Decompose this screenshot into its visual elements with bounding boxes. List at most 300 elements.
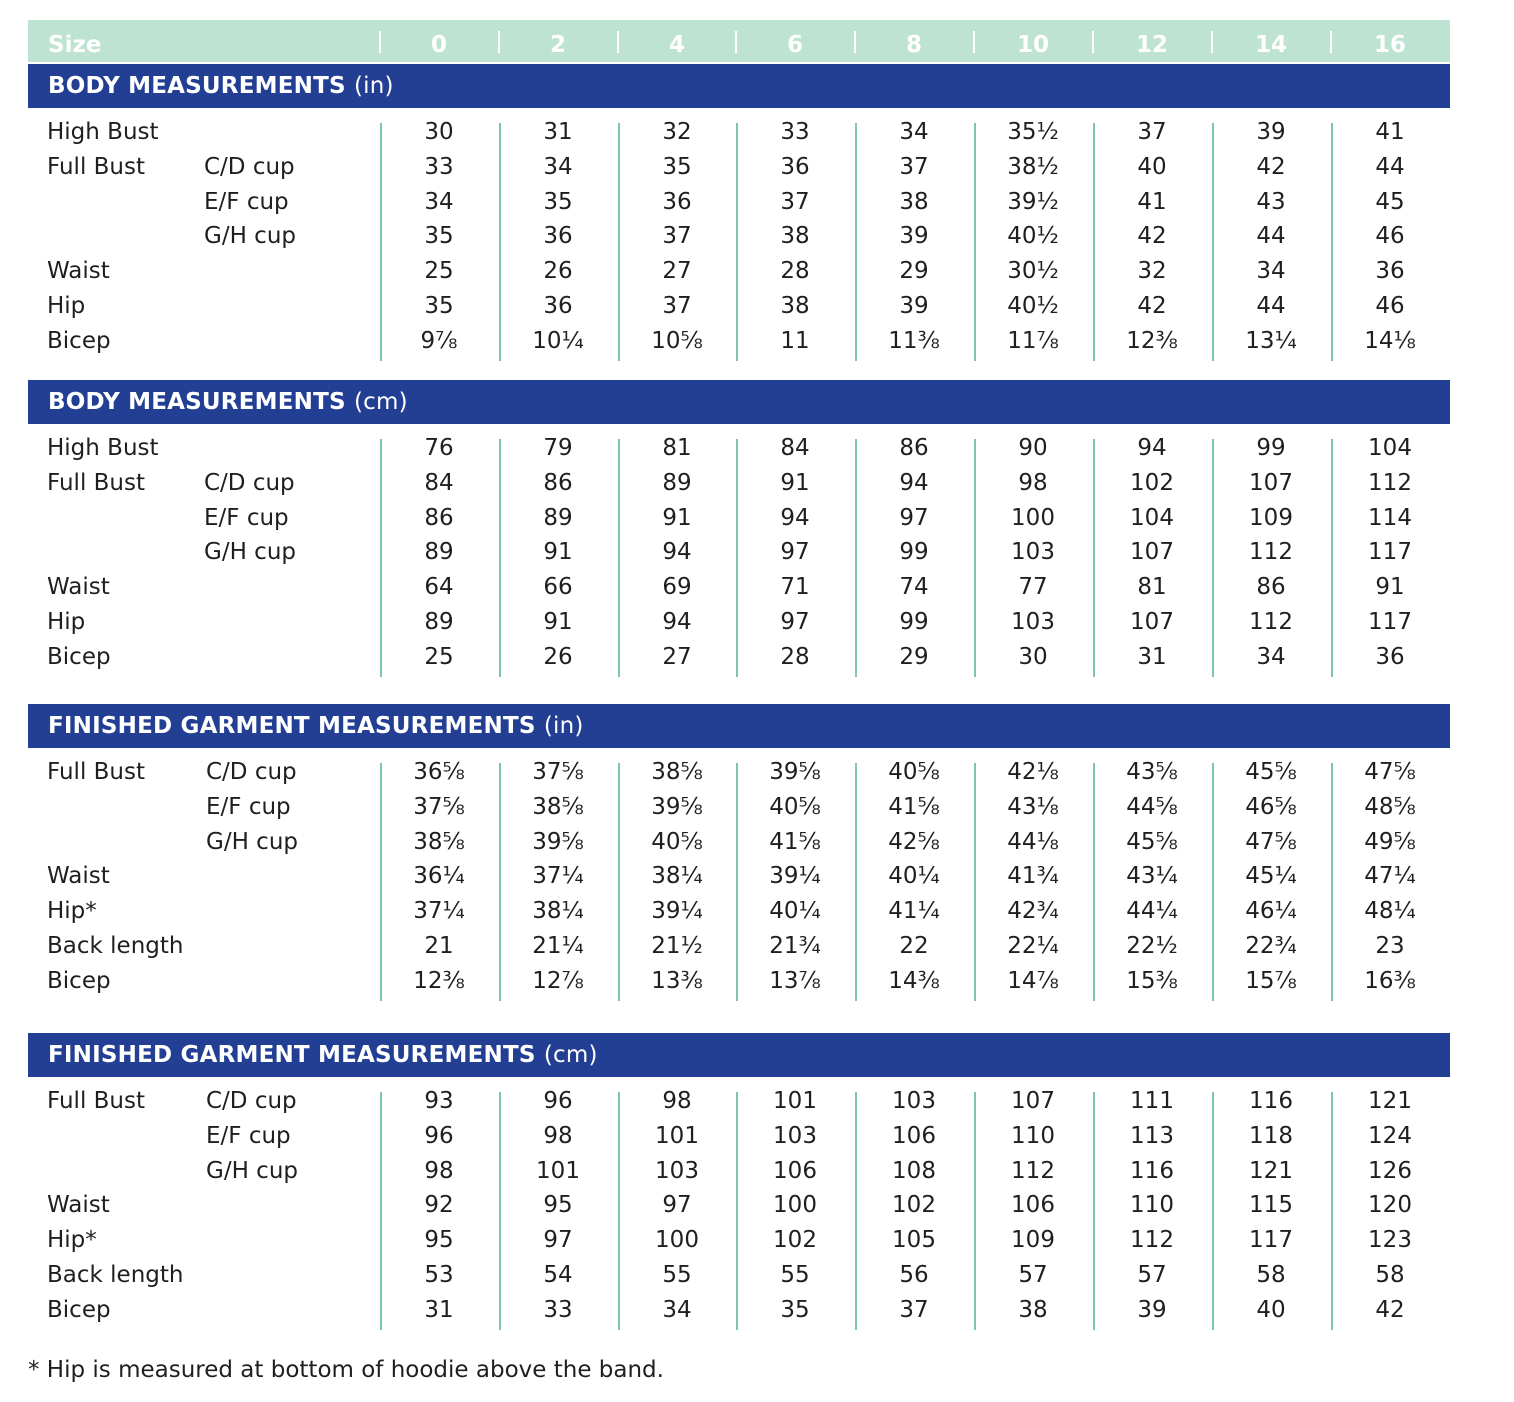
table-cell: 34 (1256, 643, 1286, 670)
size-header-14: 14 (1254, 32, 1287, 58)
table-cell: 44 (1256, 293, 1286, 319)
row-label: Bicep (47, 643, 111, 670)
row-label: Waist (47, 574, 110, 601)
table-cell: 100 (1011, 504, 1055, 531)
table-cell: 34 (543, 153, 573, 180)
row-label: Waist (47, 258, 110, 285)
table-cell: 84 (780, 435, 810, 461)
table-cell: 22¼ (1007, 933, 1059, 959)
table-cell: 34 (662, 1296, 692, 1323)
table-cell: 107 (1011, 1088, 1055, 1114)
section-unit: (cm) (543, 1042, 598, 1068)
table-cell: 37 (899, 153, 929, 180)
table-cell: 31 (543, 119, 573, 145)
table-cell: 35 (780, 1296, 810, 1323)
table-cell: 42 (1375, 1296, 1405, 1323)
table-cell: 28 (780, 643, 810, 670)
table-cell: 38 (899, 188, 929, 215)
section-title-text: FINISHED GARMENT MEASUREMENTS (48, 1042, 536, 1068)
table-cell: 37 (780, 188, 810, 215)
table-cell: 29 (899, 258, 929, 285)
table-cell: 98 (1018, 469, 1048, 496)
table-cell: 39 (1137, 1296, 1167, 1323)
table-cell: 97 (543, 1227, 573, 1254)
table-cell: 49⅝ (1364, 828, 1416, 855)
table-cell: 93 (424, 1088, 454, 1114)
table-cell: 30 (1018, 643, 1048, 670)
table-cell: 104 (1130, 504, 1174, 531)
table-cell: 45¼ (1245, 863, 1297, 890)
table-cell: 97 (662, 1192, 692, 1219)
table-cell: 43¼ (1126, 863, 1178, 890)
table-cell: 91 (543, 539, 573, 566)
table-cell: 58 (1375, 1262, 1405, 1288)
table-cell: 116 (1249, 1088, 1293, 1114)
table-cell: 41 (1375, 119, 1405, 145)
table-cell: 98 (662, 1088, 692, 1114)
table-cell: 36 (662, 188, 692, 215)
table-cell: 35 (424, 293, 454, 319)
size-header-0: 0 (430, 32, 447, 58)
table-cell: 112 (1130, 1227, 1174, 1254)
table-cell: 42⅛ (1007, 759, 1059, 785)
table-cell: 101 (655, 1122, 699, 1149)
table-cell: 11⅞ (1007, 327, 1059, 354)
table-cell: 55 (780, 1262, 810, 1288)
table-cell: 36 (1375, 643, 1405, 670)
table-cell: 98 (424, 1157, 454, 1184)
size-header-4: 4 (668, 32, 685, 58)
table-cell: 45 (1375, 188, 1405, 215)
section-title (48, 704, 584, 748)
table-cell: 34 (424, 188, 454, 215)
table-cell: 91 (543, 609, 573, 635)
table-cell: 98 (543, 1122, 573, 1149)
table-cell: 38 (780, 293, 810, 319)
table-cell: 32 (1137, 258, 1167, 285)
table-cell: 39⅝ (651, 793, 703, 820)
table-cell: 109 (1011, 1227, 1055, 1254)
table-cell: 107 (1130, 539, 1174, 566)
table-cell: 39 (899, 223, 929, 250)
table-cell: 105 (892, 1227, 936, 1254)
table-cell: 37⅝ (413, 793, 465, 820)
table-cell: 30 (424, 119, 454, 145)
table-cell: 41⅝ (888, 793, 940, 820)
table-cell: 36 (1375, 258, 1405, 285)
size-header-bar (28, 20, 1450, 62)
row-label: Bicep (47, 1296, 111, 1323)
table-cell: 37 (662, 223, 692, 250)
table-cell: 69 (662, 574, 692, 601)
table-cell: 95 (424, 1227, 454, 1254)
table-cell: 38⅝ (413, 828, 465, 855)
section-title (48, 64, 394, 108)
section-band (28, 1033, 1450, 1077)
table-cell: 22 (899, 933, 929, 959)
table-cell: 101 (773, 1088, 817, 1114)
table-cell: 41⅝ (769, 828, 821, 855)
table-cell: 100 (655, 1227, 699, 1254)
table-cell: 46⅝ (1245, 793, 1297, 820)
table-cell: 115 (1249, 1192, 1293, 1219)
table-cell: 118 (1249, 1122, 1293, 1149)
table-cell: 103 (773, 1122, 817, 1149)
size-header-12: 12 (1135, 32, 1168, 58)
table-cell: 89 (543, 504, 573, 531)
table-cell: 33 (424, 153, 454, 180)
table-cell: 45⅝ (1245, 759, 1297, 785)
row-label: Full Bust (47, 469, 145, 496)
table-cell: 112 (1011, 1157, 1055, 1184)
table-cell: 26 (543, 643, 573, 670)
table-cell: 38½ (1007, 153, 1059, 180)
table-cell: 58 (1256, 1262, 1286, 1288)
table-cell: 48¼ (1364, 898, 1416, 925)
table-cell: 39¼ (651, 898, 703, 925)
table-cell: 94 (662, 609, 692, 635)
row-sublabel: C/D cup (204, 153, 295, 180)
table-cell: 39⅝ (532, 828, 584, 855)
table-cell: 38⅝ (532, 793, 584, 820)
table-cell: 33 (780, 119, 810, 145)
table-cell: 42 (1137, 293, 1167, 319)
table-cell: 36 (543, 293, 573, 319)
table-cell: 94 (899, 469, 929, 496)
row-label: Bicep (47, 967, 111, 994)
row-sublabel: G/H cup (204, 223, 296, 250)
row-sublabel: E/F cup (204, 188, 289, 215)
table-cell: 13¼ (1245, 327, 1297, 354)
table-cell: 47⅝ (1245, 828, 1297, 855)
table-cell: 112 (1249, 609, 1293, 635)
table-cell: 21 (424, 933, 454, 959)
row-sublabel: E/F cup (206, 1122, 291, 1149)
table-cell: 46¼ (1245, 898, 1297, 925)
table-cell: 43⅝ (1126, 759, 1178, 785)
table-cell: 103 (1011, 609, 1055, 635)
table-cell: 36 (780, 153, 810, 180)
table-cell: 39⅝ (769, 759, 821, 785)
table-cell: 71 (780, 574, 810, 601)
table-cell: 56 (899, 1262, 929, 1288)
table-cell: 12⅜ (413, 967, 465, 994)
table-cell: 21¼ (532, 933, 584, 959)
table-cell: 103 (655, 1157, 699, 1184)
table-cell: 124 (1368, 1122, 1412, 1149)
table-cell: 40½ (1007, 223, 1059, 250)
table-cell: 38 (1018, 1296, 1048, 1323)
table-cell: 86 (543, 469, 573, 496)
table-cell: 37⅝ (532, 759, 584, 785)
row-label: Bicep (47, 327, 111, 354)
table-cell: 30½ (1007, 258, 1059, 285)
table-cell: 44 (1375, 153, 1405, 180)
table-cell: 9⅞ (420, 327, 458, 354)
table-cell: 11 (780, 327, 810, 354)
table-cell: 11⅜ (888, 327, 940, 354)
table-cell: 35 (662, 153, 692, 180)
table-cell: 46 (1375, 223, 1405, 250)
table-cell: 99 (899, 539, 929, 566)
table-cell: 113 (1130, 1122, 1174, 1149)
table-cell: 53 (424, 1262, 454, 1288)
table-cell: 31 (1137, 643, 1167, 670)
table-cell: 37¼ (413, 898, 465, 925)
table-cell: 14⅛ (1364, 327, 1416, 354)
row-sublabel: G/H cup (204, 539, 296, 566)
table-cell: 81 (662, 435, 692, 461)
table-cell: 10¼ (532, 327, 584, 354)
row-sublabel: C/D cup (206, 1088, 297, 1114)
section-band (28, 704, 1450, 748)
table-cell: 15⅜ (1126, 967, 1178, 994)
table-cell: 22¾ (1245, 933, 1297, 959)
table-cell: 114 (1368, 504, 1412, 531)
table-cell: 110 (1011, 1122, 1055, 1149)
table-cell: 109 (1249, 504, 1293, 531)
table-cell: 47¼ (1364, 863, 1416, 890)
table-cell: 44 (1256, 223, 1286, 250)
table-cell: 46 (1375, 293, 1405, 319)
table-cell: 57 (1018, 1262, 1048, 1288)
table-cell: 35½ (1007, 119, 1059, 145)
table-cell: 102 (1130, 469, 1174, 496)
table-cell: 100 (773, 1192, 817, 1219)
table-cell: 103 (892, 1088, 936, 1114)
table-cell: 86 (899, 435, 929, 461)
table-cell: 39 (899, 293, 929, 319)
table-cell: 66 (543, 574, 573, 601)
table-cell: 43 (1256, 188, 1286, 215)
table-cell: 89 (424, 609, 454, 635)
table-cell: 15⅞ (1245, 967, 1297, 994)
table-cell: 44¼ (1126, 898, 1178, 925)
table-cell: 37 (662, 293, 692, 319)
table-cell: 40¼ (888, 863, 940, 890)
table-cell: 117 (1368, 539, 1412, 566)
table-cell: 103 (1011, 539, 1055, 566)
table-cell: 108 (892, 1157, 936, 1184)
table-cell: 104 (1368, 435, 1412, 461)
table-cell: 25 (424, 258, 454, 285)
size-header-16: 16 (1373, 32, 1406, 58)
table-cell: 37 (1137, 119, 1167, 145)
table-cell: 101 (536, 1157, 580, 1184)
table-cell: 12⅞ (532, 967, 584, 994)
row-label: Back length (47, 1262, 184, 1288)
table-cell: 14⅜ (888, 967, 940, 994)
section-title-text: BODY MEASUREMENTS (48, 389, 346, 415)
table-cell: 40¼ (769, 898, 821, 925)
row-sublabel: E/F cup (206, 793, 291, 820)
table-cell: 16⅜ (1364, 967, 1416, 994)
table-cell: 26 (543, 258, 573, 285)
table-cell: 91 (662, 504, 692, 531)
table-cell: 13⅜ (651, 967, 703, 994)
row-sublabel: E/F cup (204, 504, 289, 531)
table-cell: 92 (424, 1192, 454, 1219)
table-cell: 36¼ (413, 863, 465, 890)
table-cell: 35 (543, 188, 573, 215)
table-cell: 97 (780, 609, 810, 635)
table-cell: 121 (1368, 1088, 1412, 1114)
table-cell: 55 (662, 1262, 692, 1288)
table-cell: 117 (1249, 1227, 1293, 1254)
table-cell: 31 (424, 1296, 454, 1323)
table-cell: 121 (1249, 1157, 1293, 1184)
table-cell: 79 (543, 435, 573, 461)
size-header-6: 6 (786, 32, 803, 58)
table-cell: 107 (1249, 469, 1293, 496)
row-label: Full Bust (47, 153, 145, 180)
table-cell: 89 (424, 539, 454, 566)
table-cell: 112 (1249, 539, 1293, 566)
table-cell: 40 (1256, 1296, 1286, 1323)
table-cell: 34 (899, 119, 929, 145)
table-cell: 81 (1137, 574, 1167, 601)
table-cell: 45⅝ (1126, 828, 1178, 855)
table-cell: 99 (899, 609, 929, 635)
row-label: Waist (47, 863, 110, 890)
table-cell: 91 (1375, 574, 1405, 601)
table-cell: 126 (1368, 1157, 1412, 1184)
table-cell: 42¾ (1007, 898, 1059, 925)
table-cell: 106 (773, 1157, 817, 1184)
table-cell: 89 (662, 469, 692, 496)
row-label: Full Bust (47, 1088, 145, 1114)
table-cell: 84 (424, 469, 454, 496)
row-sublabel: C/D cup (206, 759, 297, 785)
table-cell: 36⅝ (413, 759, 465, 785)
table-cell: 22½ (1126, 933, 1178, 959)
table-cell: 54 (543, 1262, 573, 1288)
table-cell: 91 (780, 469, 810, 496)
row-label: Hip* (47, 1227, 97, 1254)
table-cell: 42⅝ (888, 828, 940, 855)
section-unit: (in) (353, 73, 394, 99)
table-cell: 27 (662, 643, 692, 670)
row-label: Full Bust (47, 759, 145, 785)
footnote: * Hip is measured at bottom of hoodie above the band. (28, 1357, 664, 1383)
row-label: Hip (47, 609, 86, 635)
row-label: High Bust (47, 119, 159, 145)
table-cell: 23 (1375, 933, 1405, 959)
table-cell: 97 (899, 504, 929, 531)
row-label: Waist (47, 1192, 110, 1219)
table-cell: 40 (1137, 153, 1167, 180)
table-cell: 64 (424, 574, 454, 601)
section-title-text: FINISHED GARMENT MEASUREMENTS (48, 713, 536, 739)
section-unit: (in) (543, 713, 584, 739)
table-cell: 102 (892, 1192, 936, 1219)
table-cell: 29 (899, 643, 929, 670)
table-cell: 74 (899, 574, 929, 601)
size-header-10: 10 (1016, 32, 1049, 58)
row-label: High Bust (47, 435, 159, 461)
table-cell: 40½ (1007, 293, 1059, 319)
row-sublabel: G/H cup (206, 828, 298, 855)
table-cell: 38¼ (651, 863, 703, 890)
size-header-8: 8 (905, 32, 922, 58)
table-cell: 42 (1256, 153, 1286, 180)
size-header-2: 2 (549, 32, 566, 58)
table-cell: 47⅝ (1364, 759, 1416, 785)
section-band (28, 380, 1450, 424)
table-cell: 40⅝ (888, 759, 940, 785)
table-cell: 48⅝ (1364, 793, 1416, 820)
table-cell: 86 (1256, 574, 1286, 601)
table-cell: 116 (1130, 1157, 1174, 1184)
table-cell: 94 (662, 539, 692, 566)
row-label: Back length (47, 933, 184, 959)
table-cell: 99 (1256, 435, 1286, 461)
table-cell: 42 (1137, 223, 1167, 250)
section-title (48, 380, 408, 424)
table-cell: 110 (1130, 1192, 1174, 1219)
table-cell: 40⅝ (769, 793, 821, 820)
table-cell: 97 (780, 539, 810, 566)
table-cell: 39 (1256, 119, 1286, 145)
table-cell: 44⅛ (1007, 828, 1059, 855)
table-cell: 112 (1368, 469, 1412, 496)
section-title-text: BODY MEASUREMENTS (48, 73, 346, 99)
table-cell: 102 (773, 1227, 817, 1254)
table-cell: 120 (1368, 1192, 1412, 1219)
table-cell: 111 (1130, 1088, 1174, 1114)
table-cell: 28 (780, 258, 810, 285)
table-cell: 39½ (1007, 188, 1059, 215)
table-cell: 41 (1137, 188, 1167, 215)
table-cell: 13⅞ (769, 967, 821, 994)
table-cell: 76 (424, 435, 454, 461)
table-cell: 86 (424, 504, 454, 531)
table-cell: 14⅞ (1007, 967, 1059, 994)
table-cell: 57 (1137, 1262, 1167, 1288)
row-label: Hip* (47, 898, 97, 925)
table-cell: 37¼ (532, 863, 584, 890)
table-cell: 33 (543, 1296, 573, 1323)
table-cell: 90 (1018, 435, 1048, 461)
table-cell: 39¼ (769, 863, 821, 890)
table-cell: 41¼ (888, 898, 940, 925)
table-cell: 32 (662, 119, 692, 145)
section-band (28, 64, 1450, 108)
table-cell: 38¼ (532, 898, 584, 925)
table-cell: 96 (543, 1088, 573, 1114)
table-cell: 37 (899, 1296, 929, 1323)
table-cell: 107 (1130, 609, 1174, 635)
table-cell: 21½ (651, 933, 703, 959)
row-sublabel: G/H cup (206, 1157, 298, 1184)
table-cell: 10⅝ (651, 327, 703, 354)
section-unit: (cm) (353, 389, 408, 415)
row-label: Hip (47, 293, 86, 319)
table-cell: 12⅜ (1126, 327, 1178, 354)
table-cell: 25 (424, 643, 454, 670)
table-cell: 36 (543, 223, 573, 250)
table-cell: 96 (424, 1122, 454, 1149)
table-cell: 94 (780, 504, 810, 531)
table-cell: 95 (543, 1192, 573, 1219)
table-cell: 34 (1256, 258, 1286, 285)
table-cell: 43⅛ (1007, 793, 1059, 820)
table-cell: 27 (662, 258, 692, 285)
table-cell: 117 (1368, 609, 1412, 635)
table-cell: 41¾ (1007, 863, 1059, 890)
table-cell: 35 (424, 223, 454, 250)
table-cell: 38⅝ (651, 759, 703, 785)
